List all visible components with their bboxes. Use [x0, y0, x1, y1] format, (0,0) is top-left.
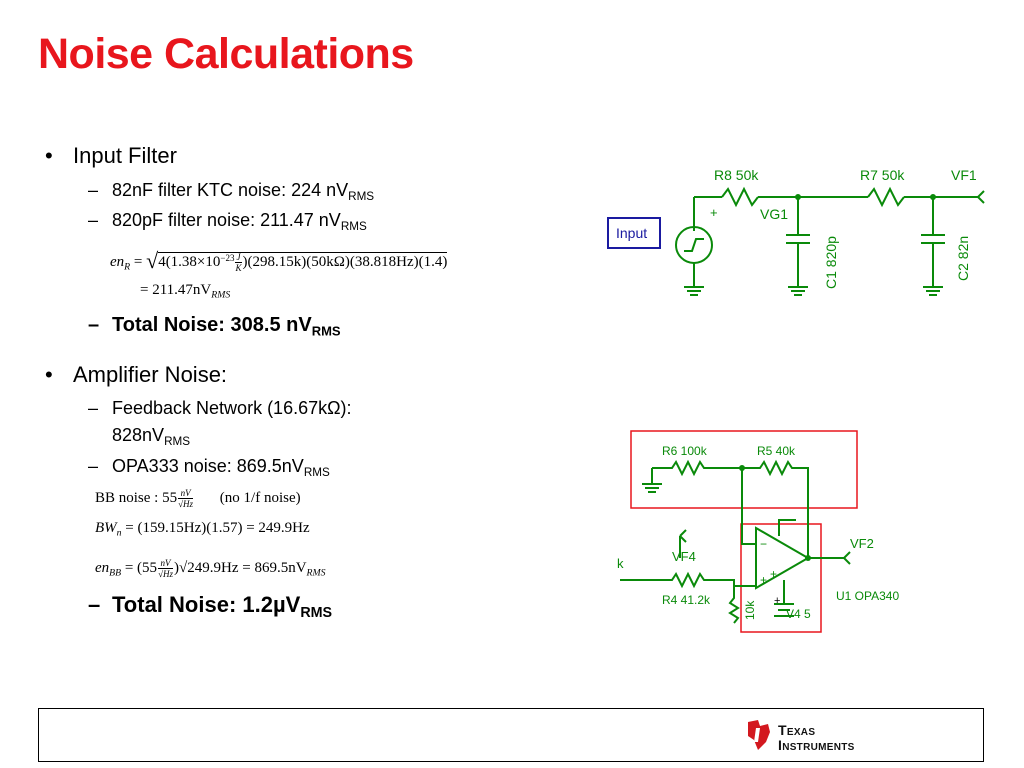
total-noise-amplifier: – Total Noise: 1.2µV$_{RMS}$	[88, 592, 333, 621]
vf1-label: VF1	[951, 167, 977, 183]
logo-line1: Texas	[778, 722, 816, 738]
u1-label: U1 OPA340	[836, 589, 900, 603]
item-820pf-noise: – 820pF filter noise: 211.47 $nV_{RMS}$	[88, 210, 367, 234]
item-feedback-value: $828nV_{RMS}$	[112, 425, 191, 449]
bullet-label: Input Filter	[73, 143, 177, 168]
total-noise-input: – Total Noise: 308.5 $nV_{RMS}$	[88, 314, 341, 339]
bullet-dot: •	[45, 143, 53, 168]
logo-line2: Instruments	[778, 737, 855, 753]
item-ktc-noise: – 82nF filter KTC noise: 224 $nV_{RMS}$	[88, 180, 375, 204]
item-opa333-noise: – OPA333 noise: $869.5nV_{RMS}$	[88, 456, 330, 480]
r4-label: R4 41.2k	[662, 593, 711, 607]
equation-enbb: $en_{BB} = (55$ $\frac{nV}{√Hz}$ )$√249.9Hz = 869.5nV_{RMS}$	[95, 558, 326, 579]
item-text: 820pF filter noise: 211.47 nV	[112, 210, 341, 230]
bullet-input-filter	[45, 143, 177, 169]
vg1-label: VG1	[760, 206, 789, 222]
schematic-input-filter	[606, 155, 991, 310]
equation-bb-noise: BB noise : 55 $\frac{nV}{√Hz}$ (no 1/f noise)	[95, 488, 301, 509]
bullet-amplifier-noise: • Amplifier Noise:	[45, 362, 228, 387]
vf2-label: VF2	[850, 536, 874, 551]
equation-enr: $en_R = √4(1.38\times 10^{-23}$ $\frac{J}{K}$ )(298.15k)(50kΩ)(38.818Hz)(1.4)	[110, 248, 448, 274]
c2-label: C2 82n	[955, 235, 971, 281]
footer-bar	[38, 708, 984, 762]
v4-label: V4 5	[786, 607, 811, 621]
slide-title: Noise Calculations	[38, 30, 414, 78]
units-fraction: $\frac{J}{K}$	[235, 252, 242, 274]
ti-logo-icon	[744, 716, 774, 752]
item-feedback-network: – Feedback Network (16.67kΩ):	[88, 398, 352, 418]
vf4-label: VF4	[672, 549, 696, 564]
input-label: Input	[616, 225, 648, 241]
r5-label: R5 40k	[757, 444, 796, 458]
sqrt-sign: √	[146, 248, 159, 273]
svg-text:+: +	[710, 205, 718, 220]
svg-text:−: −	[760, 537, 768, 551]
schematic-amplifier	[614, 428, 914, 633]
svg-text:+: +	[774, 595, 781, 607]
r6-label: R6 100k	[662, 444, 707, 458]
svg-text:+: +	[770, 567, 778, 581]
item-text: 82nF filter KTC noise: 224 nV	[112, 180, 349, 200]
k-label: k	[617, 556, 624, 571]
svg-text:+: +	[760, 573, 768, 587]
c1-label: C1 820p	[823, 236, 839, 289]
r8-label: R8 50k	[714, 167, 759, 183]
r10k-label: 10k	[743, 600, 757, 620]
equation-enr-result: = $211.47nV_{RMS}$	[140, 282, 231, 301]
item-sub: RMS	[340, 220, 367, 234]
r7-label: R7 50k	[860, 167, 905, 183]
item-sub: RMS	[348, 190, 375, 204]
equation-bwn: $BW_n = (159.15Hz)(1.57) = 249.9Hz$	[95, 520, 310, 539]
